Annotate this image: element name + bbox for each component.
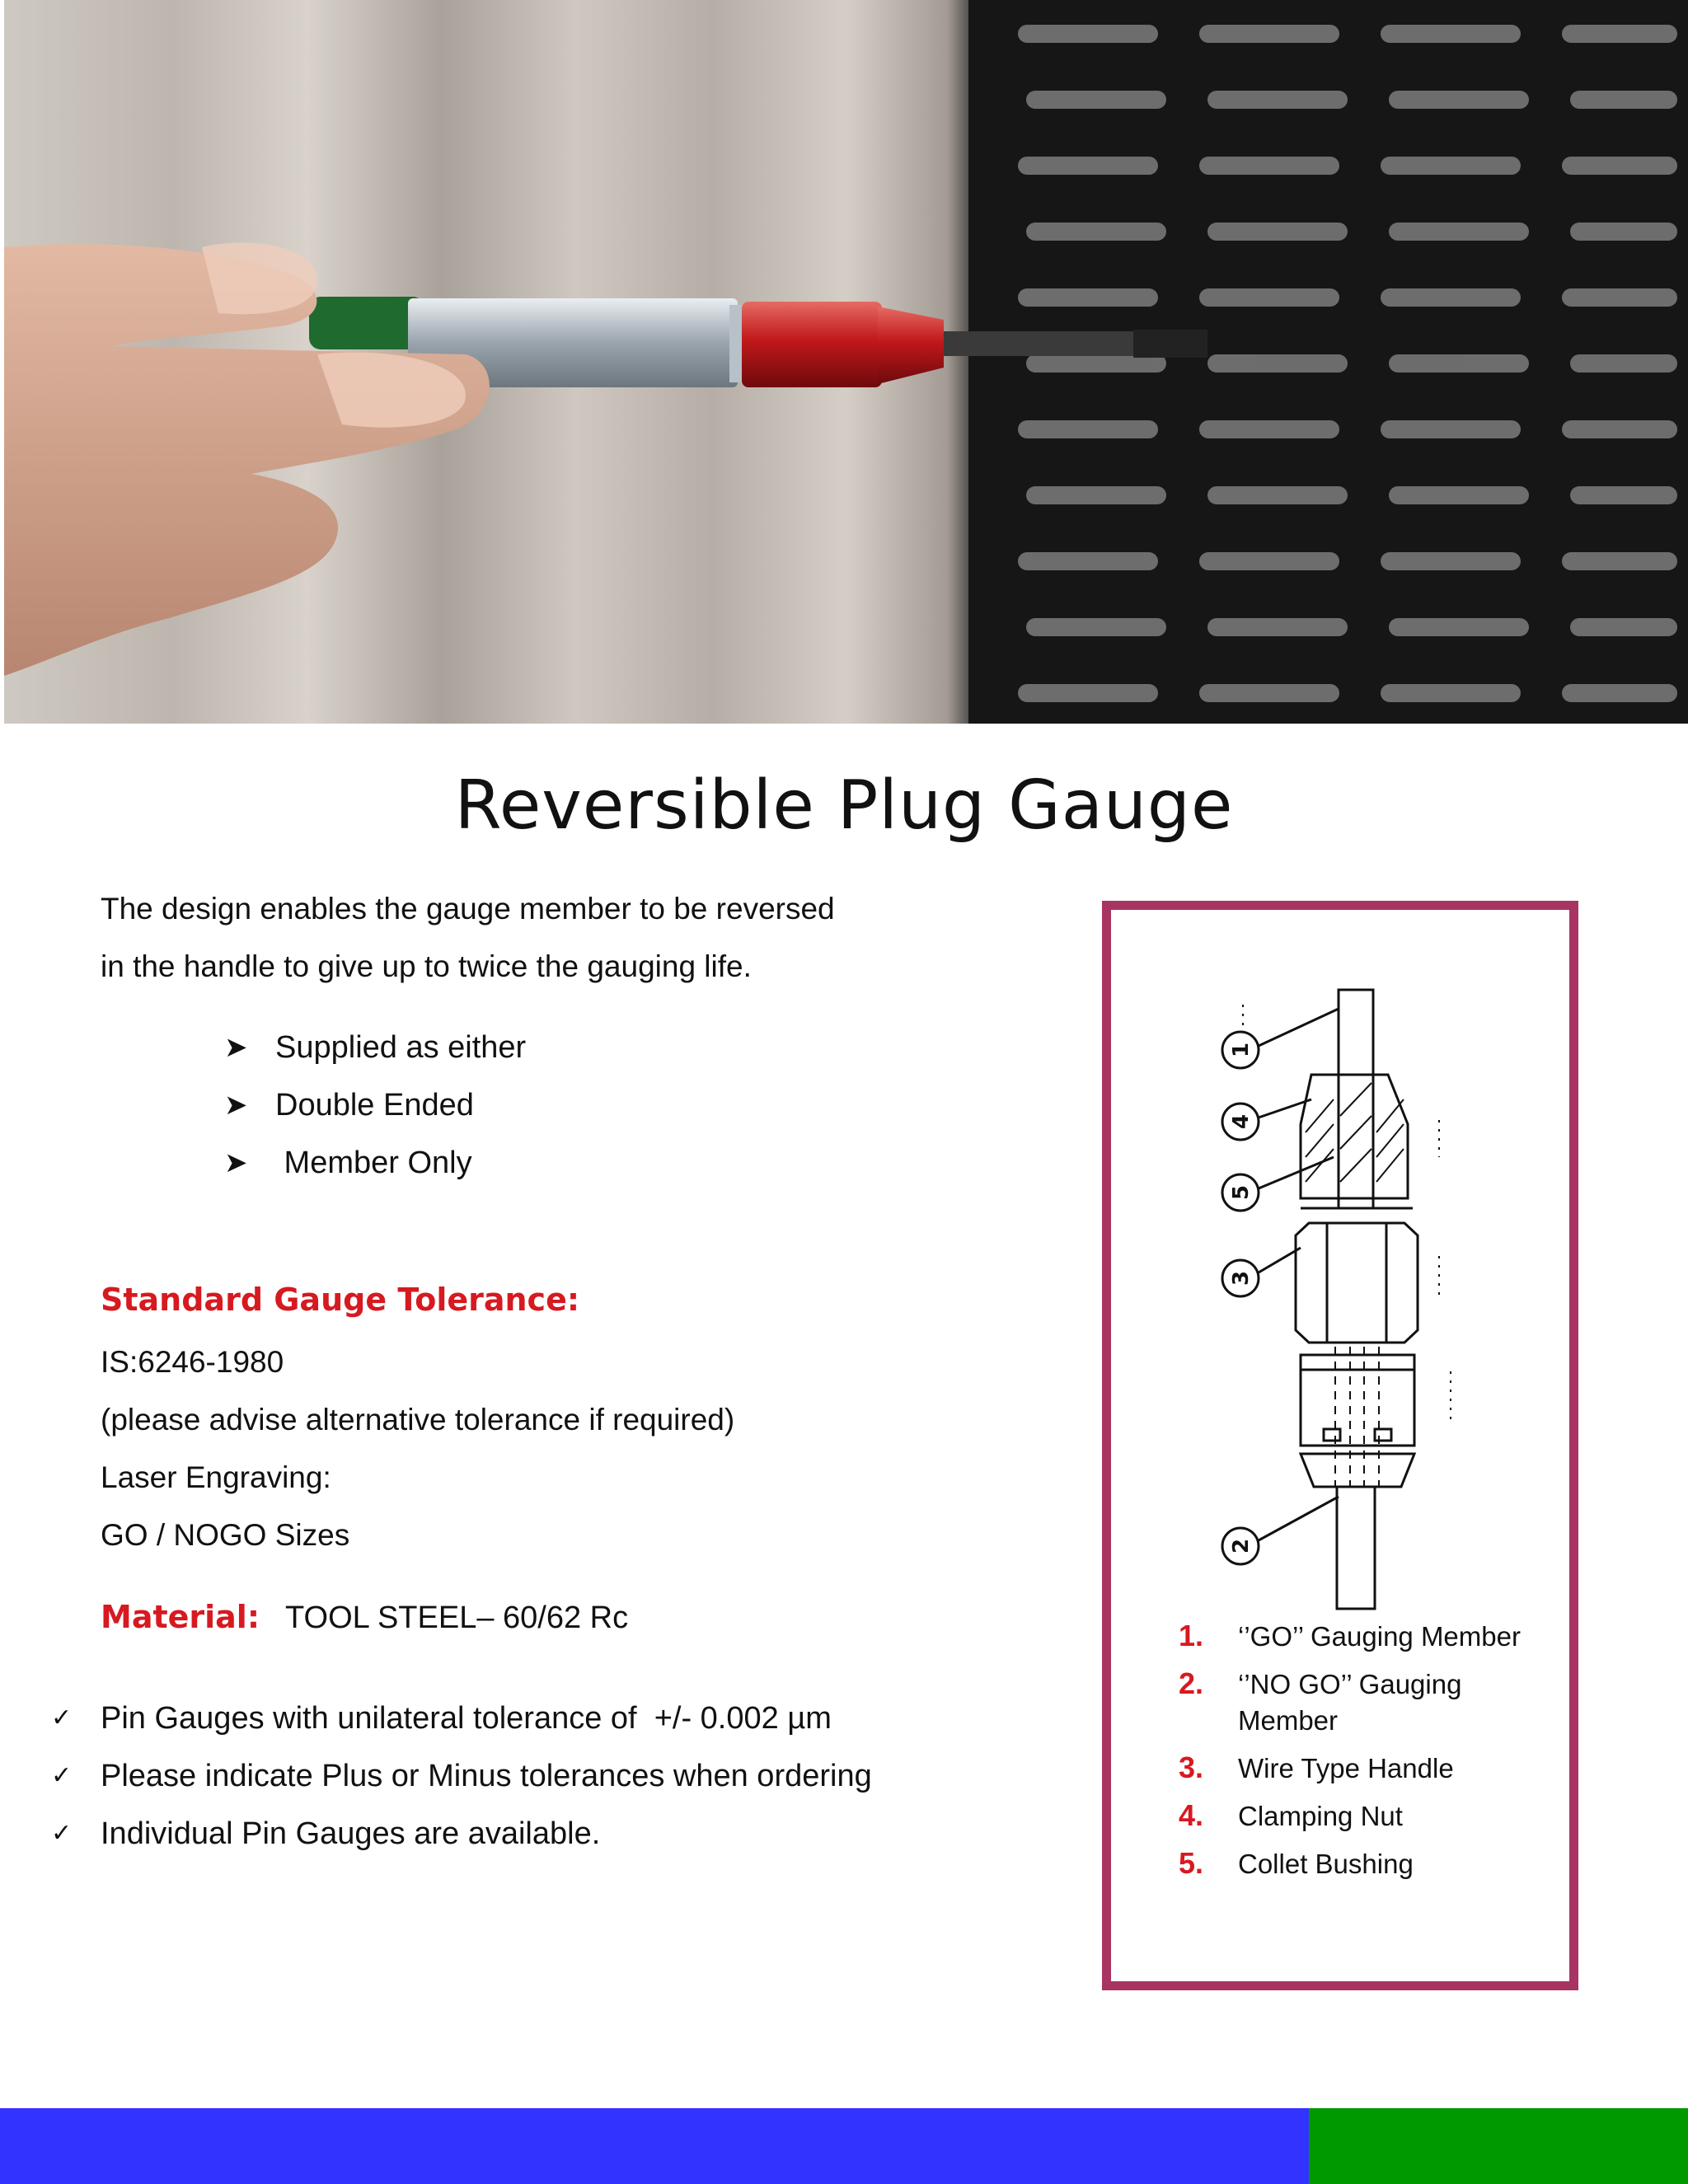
intro-paragraph: [101, 880, 966, 996]
standard-line: GO / NOGO Sizes: [101, 1518, 350, 1552]
standard-line: (please advise alternative tolerance if required): [101, 1403, 735, 1436]
legend-number: 1.: [1179, 1619, 1204, 1652]
standard-line: IS:6246-1980: [101, 1345, 284, 1379]
legend-text: ‘’NO GO’’ Gauging Member: [1238, 1669, 1462, 1736]
checkmark-icon: ✓: [51, 1704, 73, 1732]
material-value: TOOL STEEL– 60/62 Rc: [285, 1601, 629, 1635]
legend-number: 4.: [1179, 1798, 1204, 1832]
arrow-bullet-icon: ➤: [224, 1032, 248, 1063]
legend-text: Wire Type Handle: [1238, 1753, 1454, 1783]
legend-text: Collet Bushing: [1238, 1849, 1414, 1879]
list-item: [224, 1019, 526, 1076]
legend-text: Clamping Nut: [1238, 1801, 1403, 1831]
legend-item: [1179, 1798, 1566, 1835]
legend-number: 2.: [1179, 1666, 1204, 1700]
intro-line-2: in the handle to give up to twice the gauging life.: [101, 949, 752, 983]
checkmark-icon: ✓: [51, 1762, 73, 1789]
footer-bar-green: [1309, 2108, 1688, 2184]
material-label: Material:: [101, 1599, 260, 1635]
callout-label: 2: [1229, 1538, 1254, 1554]
legend-item: [1179, 1846, 1566, 1882]
list-item: [224, 1076, 526, 1134]
page-title: Reversible Plug Gauge: [454, 766, 1234, 845]
hero-photo: [4, 0, 1688, 724]
legend-item: [1179, 1750, 1566, 1787]
checkmark-icon: ✓: [51, 1820, 73, 1847]
legend-number: 3.: [1179, 1750, 1204, 1784]
list-item-text: Double Ended: [275, 1088, 474, 1122]
callout-label: 1: [1229, 1042, 1254, 1058]
legend-text: ‘’GO’’ Gauging Member: [1238, 1621, 1521, 1652]
arrow-bullet-icon: ➤: [224, 1147, 248, 1179]
standard-line: Laser Engraving:: [101, 1460, 331, 1494]
intro-line-1: The design enables the gauge member to be reversed: [101, 892, 835, 926]
arrow-bullet-icon: ➤: [224, 1090, 248, 1121]
standard-tolerance-heading: Standard Gauge Tolerance:: [101, 1282, 580, 1318]
list-item: [51, 1805, 872, 1863]
list-item-text: Supplied as either: [275, 1030, 527, 1065]
legend-item: [1179, 1619, 1566, 1655]
callout-label: 5: [1229, 1184, 1254, 1201]
diagram-legend: [1179, 1619, 1566, 1894]
callout-label: 3: [1229, 1270, 1254, 1286]
diagram-frame: [1102, 901, 1578, 1990]
list-item: [51, 1690, 872, 1747]
footer-bar-blue: [0, 2108, 1309, 2184]
list-item-text: Please indicate Plus or Minus tolerances when ordering: [101, 1759, 872, 1793]
supplied-list: [224, 1019, 526, 1192]
plug-gauge-photo-illustration: [4, 0, 1688, 724]
list-item: [224, 1134, 526, 1192]
check-list: [51, 1690, 872, 1863]
list-item-text: Member Only: [275, 1146, 472, 1180]
callout-label: 4: [1229, 1113, 1254, 1130]
list-item-text: Pin Gauges with unilateral tolerance of +/- 0.002 µm: [101, 1701, 832, 1736]
legend-item: [1179, 1666, 1566, 1739]
list-item-text: Individual Pin Gauges are available.: [101, 1816, 601, 1851]
legend-number: 5.: [1179, 1846, 1204, 1880]
material-line: [101, 1599, 628, 1636]
list-item: [51, 1747, 872, 1805]
standard-tolerance-details: [101, 1333, 734, 1564]
